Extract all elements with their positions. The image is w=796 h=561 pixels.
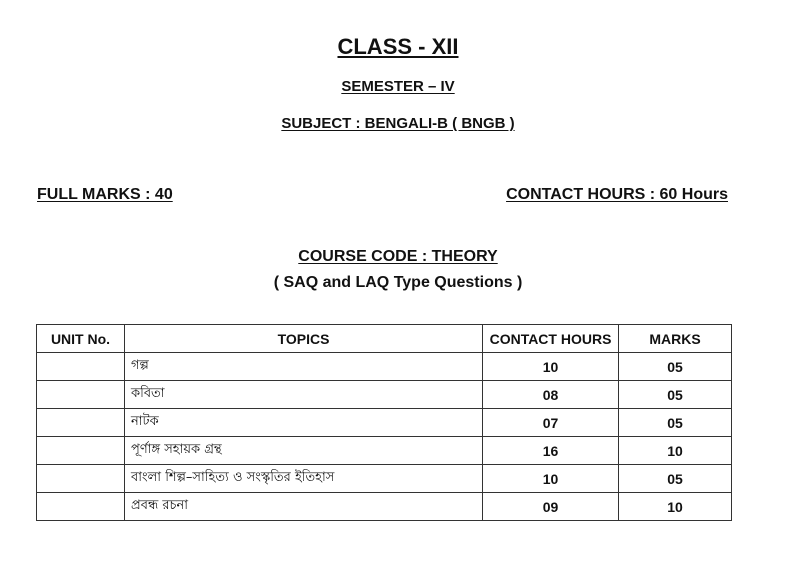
table-row — [37, 353, 732, 381]
topic-cell: গল্প — [125, 353, 483, 381]
marks-cell: 05 — [619, 353, 732, 381]
hours-cell: 16 — [483, 437, 619, 465]
hours-cell: 10 — [483, 353, 619, 381]
syllabus-table — [36, 324, 732, 521]
unit-cell — [37, 409, 125, 437]
header-contact-hours: CONTACT HOURS — [483, 325, 619, 353]
marks-cell: 05 — [619, 381, 732, 409]
hours-cell: 07 — [483, 409, 619, 437]
topic-cell: কবিতা — [125, 381, 483, 409]
subject-heading: SUBJECT : BENGALI-B ( BNGB ) — [281, 115, 515, 132]
class-title: CLASS - XII — [337, 34, 459, 59]
hours-cell: 09 — [483, 493, 619, 521]
header-unit-no: UNIT No. — [37, 325, 125, 353]
unit-cell — [37, 465, 125, 493]
table-row — [37, 437, 732, 465]
topic-cell: নাটক — [125, 409, 483, 437]
topic-cell: প্রবন্ধ রচনা — [125, 493, 483, 521]
question-type-heading: ( SAQ and LAQ Type Questions ) — [273, 274, 523, 291]
hours-cell: 10 — [483, 465, 619, 493]
hours-cell: 08 — [483, 381, 619, 409]
unit-cell — [37, 353, 125, 381]
header-topics: TOPICS — [125, 325, 483, 353]
table-row — [37, 381, 732, 409]
full-marks: FULL MARKS : 40 — [37, 186, 173, 203]
marks-cell: 10 — [619, 493, 732, 521]
table-row — [37, 493, 732, 521]
marks-cell: 05 — [619, 465, 732, 493]
table-row — [37, 465, 732, 493]
marks-cell: 10 — [619, 437, 732, 465]
header-marks: MARKS — [619, 325, 732, 353]
semester-heading: SEMESTER – IV — [341, 78, 455, 95]
table-row — [37, 409, 732, 437]
topic-cell: পূর্ণাঙ্গ সহায়ক গ্রন্থ — [125, 437, 483, 465]
course-code-heading: COURSE CODE : THEORY — [298, 248, 498, 265]
unit-cell — [37, 437, 125, 465]
unit-cell — [37, 493, 125, 521]
contact-hours: CONTACT HOURS : 60 Hours — [506, 186, 728, 203]
topic-cell: বাংলা শিল্প–সাহিত্য ও সংস্কৃতির ইতিহাস — [125, 465, 483, 493]
unit-cell — [37, 381, 125, 409]
marks-cell: 05 — [619, 409, 732, 437]
table-header-row — [37, 325, 732, 353]
